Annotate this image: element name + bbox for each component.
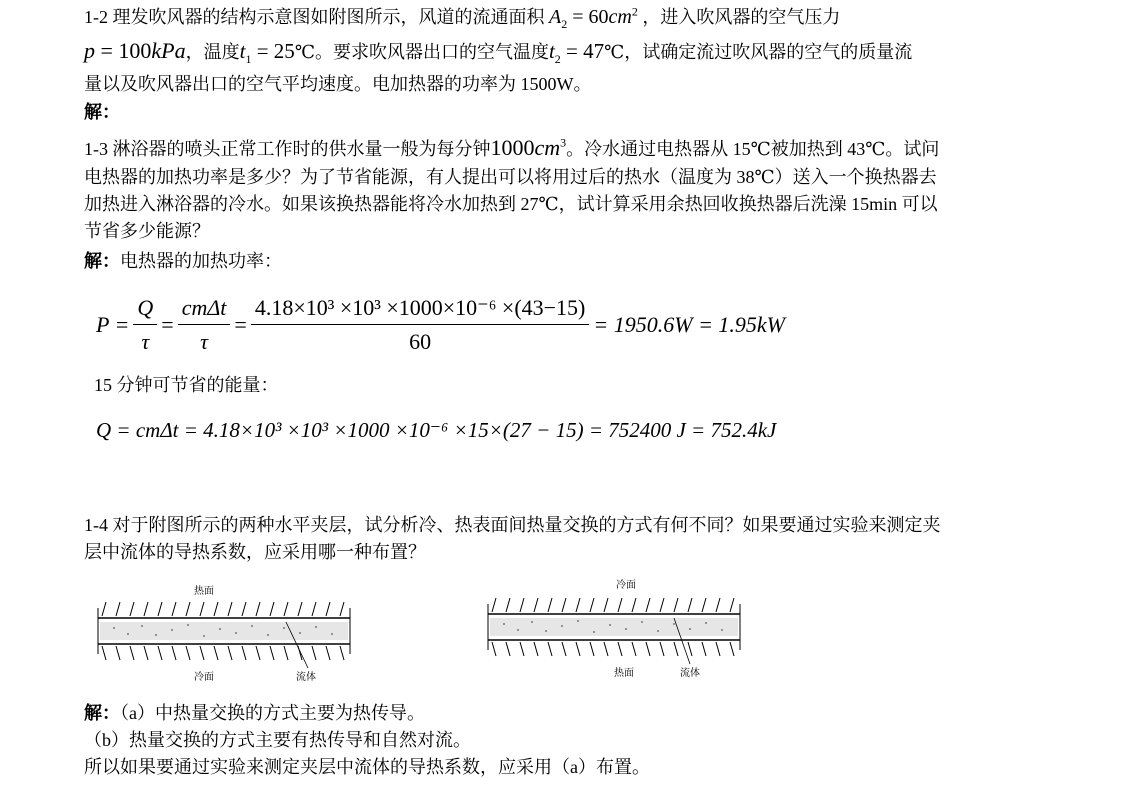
text: ℃，试确定流过吹风器的空气的质量流 xyxy=(604,42,913,62)
text: （a）中热量交换的方式主要为热传导。 xyxy=(120,703,425,723)
pressure-formula xyxy=(84,38,186,63)
t2-symbol: t xyxy=(548,39,555,63)
area-value: = 60 xyxy=(567,6,609,28)
solution-1-3-intro xyxy=(84,250,282,272)
solution-1-4-b: （b）热量交换的方式主要有热传导和自然对流。 xyxy=(84,730,471,750)
problem-1-4-line-1: 1-4 对于附图所示的两种水平夹层，试分析冷、热表面间热量交换的方式有何不同？如果要通过实验来测定夹 xyxy=(84,515,941,535)
problem-1-3-line-3: 加热进入淋浴器的冷水。如果该换热器能将冷水加热到 27℃，试计算采用余热回收换热器后洗澡 15min 可以 xyxy=(84,194,938,214)
equals-sign: = xyxy=(234,312,247,337)
energy-saving-label: 15 分钟可节省的能量： xyxy=(94,375,279,395)
t2-formula xyxy=(548,39,605,67)
problem-1-3-line-2: 电热器的加热功率是多少？为了节省能源，有人提出可以将用过后的热水（温度为 38℃）送入一个换热器去 xyxy=(84,167,937,187)
diagram-a xyxy=(94,578,356,682)
cold-surface-label: 冷面 xyxy=(616,580,636,591)
pressure-unit: kPa xyxy=(151,38,186,63)
fraction-cmdt-tau xyxy=(178,295,231,355)
t1-formula xyxy=(239,39,295,67)
pressure-symbol: p xyxy=(84,38,95,63)
energy-equation: Q = cmΔt = 4.18×10³ ×10³ ×1000 ×10⁻⁶ ×15×(27 − 15) = 752400 J = 752.4kJ xyxy=(96,418,777,442)
text: ℃。要求吹风器出口的空气温度 xyxy=(294,42,549,62)
flow-unit: cm xyxy=(534,135,561,160)
text: ，温度 xyxy=(185,42,240,62)
power-equation xyxy=(96,294,785,356)
problem-1-3-line-4: 节省多少能源？ xyxy=(84,221,210,241)
fraction-numeric xyxy=(251,295,590,355)
solution-label: 解： xyxy=(84,703,120,723)
text: 1-3 淋浴器的喷头正常工作时的供水量一般为每分钟 xyxy=(84,139,491,159)
equals-sign: = xyxy=(161,312,174,337)
diagram-b xyxy=(484,574,746,678)
fluid-label: 流体 xyxy=(680,668,700,679)
area-subscript: 2 xyxy=(561,17,568,31)
numerator: cmΔt xyxy=(178,295,231,325)
flow-value xyxy=(491,135,567,160)
t1-subscript: 1 xyxy=(245,52,252,67)
area-unit: cm xyxy=(608,6,632,28)
eq-lhs: P = xyxy=(96,312,130,337)
problem-1-3-line-1 xyxy=(84,137,939,160)
hot-surface-label: 热面 xyxy=(194,586,214,597)
denominator: τ xyxy=(200,329,208,354)
text: 电热器的加热功率： xyxy=(120,251,282,271)
solution-label-1-2: 解： xyxy=(84,102,120,122)
area-unit-exponent: 2 xyxy=(631,4,638,19)
problem-1-2-line-3: 量以及吹风器出口的空气平均速度。电加热器的功率为 1500W。 xyxy=(84,74,592,94)
fluid-label: 流体 xyxy=(296,672,316,683)
solution-1-4-conclusion: 所以如果要通过实验来测定夹层中流体的导热系数，应采用（a）布置。 xyxy=(84,757,650,777)
t2-subscript: 2 xyxy=(554,52,561,67)
hot-surface-label: 热面 xyxy=(614,668,634,679)
solution-1-4-a xyxy=(84,702,425,724)
problem-1-2-line-1 xyxy=(84,4,841,31)
layer-b-figure xyxy=(484,574,746,678)
layer-a-figure xyxy=(94,578,356,682)
area-formula xyxy=(549,4,638,31)
text: ，进入吹风器的空气压力 xyxy=(642,7,841,27)
flow-number: 1000 xyxy=(490,135,535,160)
flow-unit-exponent: 3 xyxy=(560,135,567,150)
text: 。冷水通过电热器从 15℃被加热到 43℃。试问 xyxy=(566,139,940,159)
numerator: Q xyxy=(133,295,157,325)
t2-value: = 47 xyxy=(560,39,605,63)
solution-label: 解： xyxy=(84,251,120,271)
area-symbol: A xyxy=(549,6,562,28)
t1-symbol: t xyxy=(239,39,246,63)
denominator: τ xyxy=(141,329,150,354)
problem-1-2-line-2 xyxy=(84,38,913,67)
text: 1-2 理发吹风器的结构示意图如附图所示，风道的流通面积 xyxy=(84,7,545,27)
pressure-value: = 100 xyxy=(95,38,152,63)
numerator: 4.18×10³ ×10³ ×1000×10⁻⁶ ×(43−15) xyxy=(251,295,590,325)
fraction-q-tau xyxy=(133,295,157,355)
denominator: 60 xyxy=(409,329,432,354)
eq-result: = 1950.6W = 1.95kW xyxy=(593,312,785,337)
t1-value: = 25 xyxy=(251,39,295,63)
problem-1-4-line-2: 层中流体的导热系数，应采用哪一种布置？ xyxy=(84,542,426,562)
cold-surface-label: 冷面 xyxy=(194,672,214,683)
